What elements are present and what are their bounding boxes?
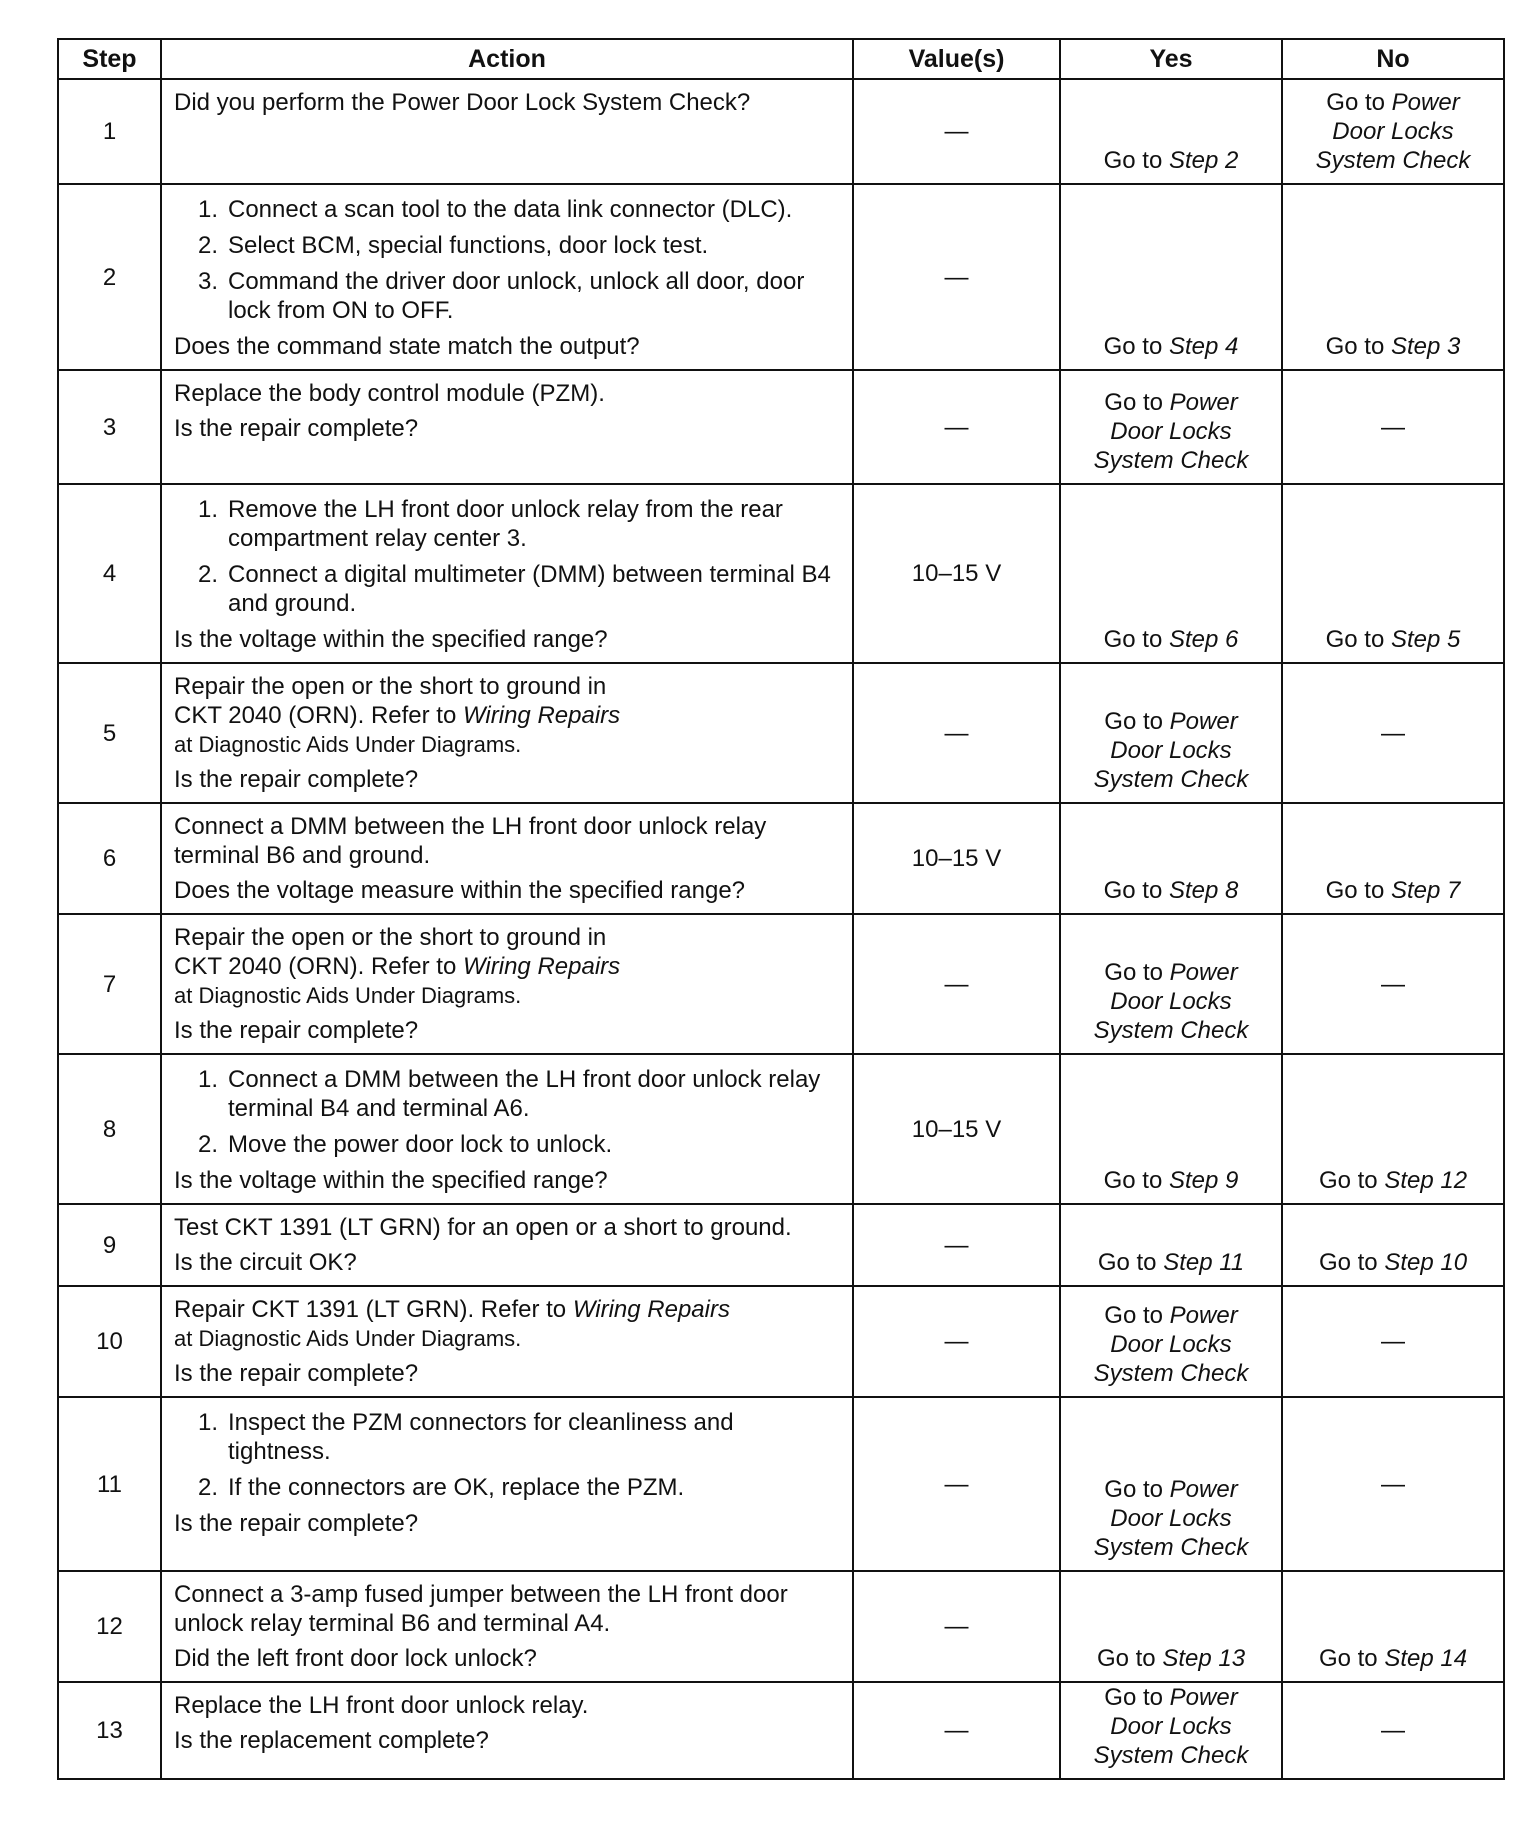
list-item bbox=[174, 495, 842, 553]
step-number: 5 bbox=[58, 663, 161, 803]
yes-goto-target: System Check bbox=[1093, 1360, 1249, 1387]
value-cell: — bbox=[853, 1397, 1060, 1571]
yes-goto bbox=[1067, 1166, 1275, 1195]
step-number: 13 bbox=[58, 1682, 161, 1779]
reference-note: at Diagnostic Aids Under Diagrams. bbox=[174, 1326, 522, 1351]
list-text: If the connectors are OK, replace the PZM. bbox=[228, 1474, 685, 1501]
yes-goto-line bbox=[1067, 388, 1275, 417]
yes-cell bbox=[1060, 370, 1282, 484]
value-cell: 10–15 V bbox=[853, 1054, 1060, 1204]
step-number: 8 bbox=[58, 1054, 161, 1204]
yes-goto-target: System Check bbox=[1093, 1017, 1249, 1044]
reference-note: at Diagnostic Aids Under Diagrams. bbox=[174, 983, 522, 1008]
no-cell bbox=[1282, 184, 1504, 370]
action-cell bbox=[161, 484, 853, 663]
yes-cell bbox=[1060, 803, 1282, 914]
list-text: Remove the LH front door unlock relay from the rear compartment relay center 3. bbox=[228, 496, 783, 552]
action-cell bbox=[161, 914, 853, 1054]
action-cell bbox=[161, 79, 853, 184]
yes-goto-target: Power bbox=[1169, 389, 1238, 416]
action-text: Repair the open or the short to ground in bbox=[174, 673, 607, 700]
yes-goto-prefix: Go to bbox=[1104, 1476, 1170, 1503]
yes-goto-target: Power bbox=[1169, 959, 1238, 986]
action-cell bbox=[161, 803, 853, 914]
action-cell bbox=[161, 1286, 853, 1397]
no-goto bbox=[1289, 625, 1497, 654]
question-text: Does the command state match the output? bbox=[174, 333, 640, 360]
header-no: No bbox=[1282, 39, 1504, 79]
yes-cell bbox=[1060, 1682, 1282, 1779]
action-cell bbox=[161, 1204, 853, 1286]
no-goto-prefix: Go to bbox=[1325, 333, 1391, 360]
step-number: 7 bbox=[58, 914, 161, 1054]
list-number: 1. bbox=[197, 1409, 218, 1436]
no-cell bbox=[1282, 1397, 1504, 1571]
no-cell bbox=[1282, 1204, 1504, 1286]
numbered-list bbox=[174, 1065, 842, 1159]
header-action: Action bbox=[161, 39, 853, 79]
no-goto bbox=[1289, 876, 1497, 905]
action-text: Repair the open or the short to ground in bbox=[174, 924, 607, 951]
no-cell bbox=[1282, 663, 1504, 803]
question-text: Is the replacement complete? bbox=[174, 1727, 489, 1754]
table-row bbox=[58, 803, 1504, 914]
yes-goto-target: Step 6 bbox=[1168, 626, 1239, 653]
yes-goto-line bbox=[1067, 958, 1275, 987]
no-goto-line bbox=[1289, 88, 1497, 117]
list-item bbox=[174, 231, 842, 260]
value-cell: 10–15 V bbox=[853, 803, 1060, 914]
step-number: 10 bbox=[58, 1286, 161, 1397]
yes-goto bbox=[1067, 625, 1275, 654]
action-text: Test CKT 1391 (LT GRN) for an open or a short to ground. bbox=[174, 1214, 792, 1241]
refer-link: Wiring Repairs bbox=[462, 702, 621, 729]
table-row bbox=[58, 484, 1504, 663]
yes-goto-target: Door Locks bbox=[1110, 1331, 1232, 1358]
list-item bbox=[174, 1065, 842, 1123]
list-item bbox=[174, 1473, 842, 1502]
header-row bbox=[58, 39, 1504, 79]
value-cell: — bbox=[853, 1204, 1060, 1286]
list-text: Inspect the PZM connectors for cleanliness and tightness. bbox=[228, 1409, 734, 1465]
no-dash: — bbox=[1381, 1470, 1405, 1498]
action-text: Repair CKT 1391 (LT GRN). Refer to bbox=[174, 1296, 573, 1323]
header-step: Step bbox=[58, 39, 161, 79]
no-goto bbox=[1289, 1644, 1497, 1673]
action-text: Replace the body control module (PZM). bbox=[174, 380, 605, 407]
no-cell bbox=[1282, 79, 1504, 184]
action-text: Replace the LH front door unlock relay. bbox=[174, 1692, 589, 1719]
yes-cell bbox=[1060, 1571, 1282, 1682]
yes-goto-target: Power bbox=[1169, 1476, 1238, 1503]
list-number: 1. bbox=[197, 196, 218, 223]
no-cell bbox=[1282, 370, 1504, 484]
no-goto bbox=[1289, 1166, 1497, 1195]
table-row bbox=[58, 914, 1504, 1054]
table-row bbox=[58, 79, 1504, 184]
action-text: Connect a 3-amp fused jumper between the LH front door unlock relay terminal B6 and terminal A4. bbox=[174, 1581, 788, 1637]
yes-cell bbox=[1060, 184, 1282, 370]
no-cell bbox=[1282, 1054, 1504, 1204]
yes-goto-target: System Check bbox=[1093, 1742, 1249, 1769]
no-goto-target: Step 5 bbox=[1390, 626, 1461, 653]
yes-goto-prefix: Go to bbox=[1103, 626, 1169, 653]
list-number: 2. bbox=[197, 561, 218, 588]
action-cell bbox=[161, 1571, 853, 1682]
yes-goto bbox=[1067, 1248, 1275, 1277]
table-row bbox=[58, 663, 1504, 803]
yes-cell bbox=[1060, 1397, 1282, 1571]
action-cell bbox=[161, 1397, 853, 1571]
list-number: 2. bbox=[197, 1131, 218, 1158]
no-goto-prefix: Go to bbox=[1325, 877, 1391, 904]
list-item bbox=[174, 1130, 842, 1159]
action-text: Did you perform the Power Door Lock System Check? bbox=[174, 89, 751, 116]
no-dash: — bbox=[1381, 413, 1405, 441]
yes-goto-line bbox=[1067, 1683, 1275, 1712]
yes-goto-prefix: Go to bbox=[1104, 1302, 1170, 1329]
yes-goto-prefix: Go to bbox=[1103, 877, 1169, 904]
table-body bbox=[58, 79, 1504, 1779]
yes-goto-target: System Check bbox=[1093, 1534, 1249, 1561]
header-yes: Yes bbox=[1060, 39, 1282, 79]
table-row bbox=[58, 370, 1504, 484]
table-row bbox=[58, 184, 1504, 370]
action-cell bbox=[161, 184, 853, 370]
value-cell: — bbox=[853, 914, 1060, 1054]
value-cell: — bbox=[853, 663, 1060, 803]
list-text: Connect a digital multimeter (DMM) between terminal B4 and ground. bbox=[228, 561, 831, 617]
action-cell bbox=[161, 370, 853, 484]
no-cell bbox=[1282, 1682, 1504, 1779]
yes-cell bbox=[1060, 1286, 1282, 1397]
value-cell: — bbox=[853, 184, 1060, 370]
yes-cell bbox=[1060, 79, 1282, 184]
table-row bbox=[58, 1054, 1504, 1204]
yes-goto-line bbox=[1067, 707, 1275, 736]
diagnostic-table bbox=[57, 38, 1505, 1780]
yes-goto-line bbox=[1067, 1301, 1275, 1330]
list-text: Connect a DMM between the LH front door unlock relay terminal B4 and terminal A6. bbox=[228, 1066, 821, 1122]
action-text: Connect a DMM between the LH front door unlock relay terminal B6 and ground. bbox=[174, 813, 767, 869]
no-goto bbox=[1289, 332, 1497, 361]
list-item bbox=[174, 1408, 842, 1466]
step-number: 2 bbox=[58, 184, 161, 370]
no-goto-prefix: Go to bbox=[1318, 1645, 1385, 1672]
value-cell: — bbox=[853, 1682, 1060, 1779]
value-cell: — bbox=[853, 1286, 1060, 1397]
table-row bbox=[58, 1571, 1504, 1682]
value-cell: — bbox=[853, 1571, 1060, 1682]
list-number: 3. bbox=[197, 268, 218, 295]
yes-goto-target: Door Locks bbox=[1110, 1713, 1232, 1740]
question-text: Is the repair complete? bbox=[174, 766, 419, 793]
yes-goto-prefix: Go to bbox=[1096, 1645, 1163, 1672]
step-number: 9 bbox=[58, 1204, 161, 1286]
numbered-list bbox=[174, 1408, 842, 1502]
no-dash: — bbox=[1381, 1328, 1405, 1355]
yes-goto-line bbox=[1067, 1475, 1275, 1504]
header-values: Value(s) bbox=[853, 39, 1060, 79]
table-row bbox=[58, 1682, 1504, 1779]
list-item bbox=[174, 195, 842, 224]
yes-goto-target: Step 2 bbox=[1168, 147, 1239, 174]
yes-cell bbox=[1060, 663, 1282, 803]
step-number: 11 bbox=[58, 1397, 161, 1571]
no-goto-prefix: Go to bbox=[1318, 1249, 1385, 1276]
yes-goto bbox=[1067, 146, 1275, 175]
step-number: 4 bbox=[58, 484, 161, 663]
table-row bbox=[58, 1286, 1504, 1397]
yes-goto-target: Door Locks bbox=[1110, 418, 1232, 445]
yes-goto-target: System Check bbox=[1093, 766, 1249, 793]
yes-goto-target: Door Locks bbox=[1110, 988, 1232, 1015]
yes-goto bbox=[1067, 1644, 1275, 1673]
list-number: 1. bbox=[197, 1066, 218, 1093]
step-number: 1 bbox=[58, 79, 161, 184]
no-cell bbox=[1282, 1286, 1504, 1397]
list-text: Move the power door lock to unlock. bbox=[228, 1131, 613, 1158]
yes-goto-target: Power bbox=[1169, 1302, 1238, 1329]
no-goto-target: System Check bbox=[1315, 147, 1471, 174]
yes-goto-prefix: Go to bbox=[1104, 708, 1170, 735]
yes-goto-target: Step 8 bbox=[1168, 877, 1239, 904]
question-text: Is the repair complete? bbox=[174, 1360, 419, 1387]
yes-goto-target: Power bbox=[1169, 1684, 1238, 1711]
no-goto-target: Step 3 bbox=[1390, 333, 1461, 360]
yes-cell bbox=[1060, 1054, 1282, 1204]
no-goto-prefix: Go to bbox=[1318, 1167, 1385, 1194]
action-text: CKT 2040 (ORN). Refer to bbox=[174, 953, 463, 980]
yes-goto-target: Step 11 bbox=[1163, 1249, 1245, 1276]
no-goto-target: Step 12 bbox=[1384, 1167, 1468, 1194]
step-number: 6 bbox=[58, 803, 161, 914]
table-row bbox=[58, 1397, 1504, 1571]
table-row bbox=[58, 1204, 1504, 1286]
value-cell: — bbox=[853, 370, 1060, 484]
no-goto-prefix: Go to bbox=[1325, 626, 1391, 653]
numbered-list bbox=[174, 195, 842, 325]
step-number: 12 bbox=[58, 1571, 161, 1682]
question-text: Does the voltage measure within the specified range? bbox=[174, 877, 746, 904]
yes-cell bbox=[1060, 484, 1282, 663]
yes-goto-prefix: Go to bbox=[1103, 147, 1169, 174]
no-dash: — bbox=[1381, 970, 1405, 998]
list-text: Connect a scan tool to the data link connector (DLC). bbox=[228, 196, 793, 223]
no-cell bbox=[1282, 1571, 1504, 1682]
list-text: Command the driver door unlock, unlock all door, door lock from ON to OFF. bbox=[228, 268, 805, 324]
list-item bbox=[174, 267, 842, 325]
no-goto-target: Power bbox=[1391, 89, 1460, 116]
yes-goto-prefix: Go to bbox=[1103, 333, 1169, 360]
no-goto-target: Door Locks bbox=[1332, 118, 1454, 145]
question-text: Is the repair complete? bbox=[174, 415, 419, 442]
no-cell bbox=[1282, 803, 1504, 914]
value-cell: — bbox=[853, 79, 1060, 184]
yes-cell bbox=[1060, 914, 1282, 1054]
yes-goto-target: Step 13 bbox=[1162, 1645, 1246, 1672]
yes-goto bbox=[1067, 332, 1275, 361]
refer-link: Wiring Repairs bbox=[462, 953, 621, 980]
yes-goto-prefix: Go to bbox=[1104, 389, 1170, 416]
yes-goto-target: Door Locks bbox=[1110, 1505, 1232, 1532]
yes-goto-target: Step 4 bbox=[1168, 333, 1239, 360]
action-text: CKT 2040 (ORN). Refer to bbox=[174, 702, 463, 729]
list-number: 1. bbox=[197, 496, 218, 523]
yes-goto-target: Door Locks bbox=[1110, 737, 1232, 764]
yes-goto-prefix: Go to bbox=[1104, 1684, 1170, 1711]
question-text: Is the repair complete? bbox=[174, 1510, 419, 1537]
value-cell: 10–15 V bbox=[853, 484, 1060, 663]
yes-goto-target: Step 9 bbox=[1168, 1167, 1239, 1194]
no-goto-target: Step 14 bbox=[1384, 1645, 1468, 1672]
no-goto-prefix: Go to bbox=[1326, 89, 1392, 116]
list-number: 2. bbox=[197, 1474, 218, 1501]
yes-goto bbox=[1067, 876, 1275, 905]
no-goto-target: Step 10 bbox=[1384, 1249, 1468, 1276]
list-text: Select BCM, special functions, door lock test. bbox=[228, 232, 709, 259]
yes-goto-target: System Check bbox=[1093, 447, 1249, 474]
question-text: Is the voltage within the specified range? bbox=[174, 626, 608, 653]
list-number: 2. bbox=[197, 232, 218, 259]
yes-goto-prefix: Go to bbox=[1097, 1249, 1164, 1276]
no-cell bbox=[1282, 484, 1504, 663]
no-goto-target: Step 7 bbox=[1390, 877, 1461, 904]
yes-cell bbox=[1060, 1204, 1282, 1286]
no-dash: — bbox=[1381, 1717, 1405, 1744]
action-cell bbox=[161, 1054, 853, 1204]
refer-link: Wiring Repairs bbox=[572, 1296, 730, 1323]
action-cell bbox=[161, 1682, 853, 1779]
no-cell bbox=[1282, 914, 1504, 1054]
numbered-list bbox=[174, 495, 842, 618]
action-cell bbox=[161, 663, 853, 803]
step-number: 3 bbox=[58, 370, 161, 484]
yes-goto-prefix: Go to bbox=[1104, 959, 1170, 986]
no-goto bbox=[1289, 1248, 1497, 1277]
question-text: Is the repair complete? bbox=[174, 1017, 419, 1044]
reference-note: at Diagnostic Aids Under Diagrams. bbox=[174, 732, 522, 757]
yes-goto-prefix: Go to bbox=[1103, 1167, 1169, 1194]
question-text: Is the voltage within the specified range? bbox=[174, 1167, 608, 1194]
question-text: Did the left front door lock unlock? bbox=[174, 1645, 537, 1672]
yes-goto-target: Power bbox=[1169, 708, 1238, 735]
no-dash: — bbox=[1381, 719, 1405, 747]
list-item bbox=[174, 560, 842, 618]
question-text: Is the circuit OK? bbox=[174, 1249, 357, 1276]
